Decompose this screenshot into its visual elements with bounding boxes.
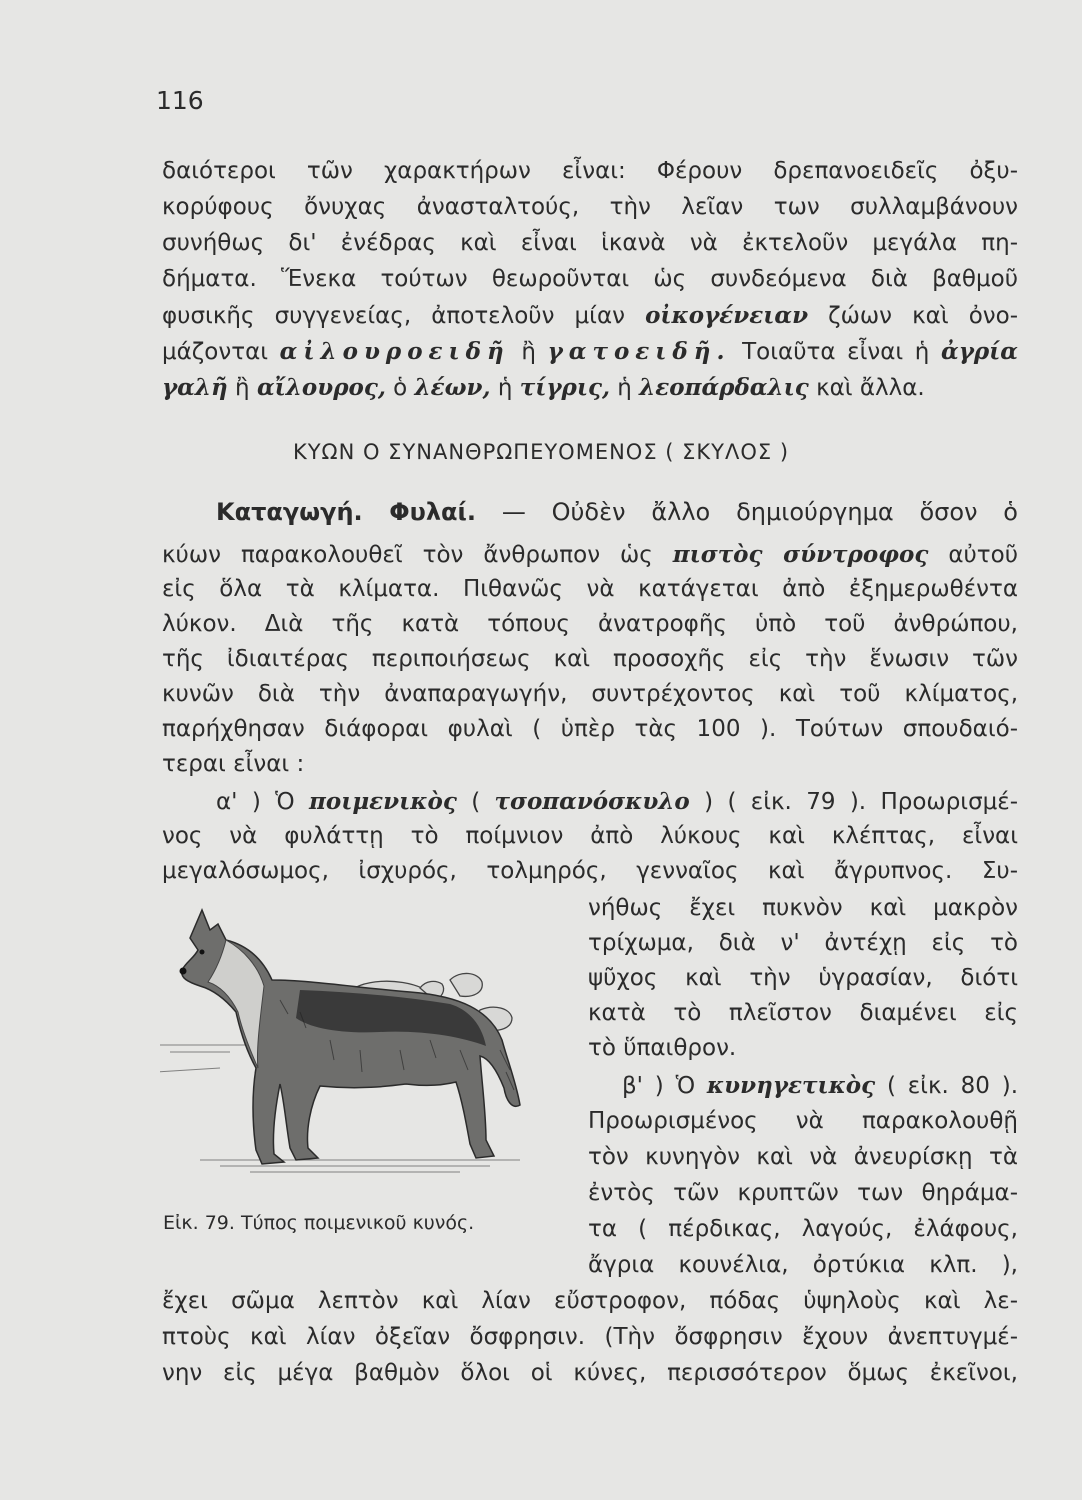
text-line	[162, 376, 925, 400]
emphasized-term: γατοειδῆ.	[547, 338, 731, 365]
text-line: παρήχθησαν διάφοραι φυλαὶ ( ὑπὲρ τὰς 100 ). Τούτων σπουδαιό-	[162, 716, 1018, 742]
text-span: (	[471, 789, 481, 815]
text-line: τεραι εἶναι :	[162, 751, 305, 777]
emphasized-term: πιστὸς σύντροφος	[672, 541, 929, 568]
emphasized-term: οἰκογένειαν	[645, 302, 809, 329]
text-line: τὸν κυνηγὸν καὶ νὰ ἀνευρίσκῃ τὰ	[588, 1144, 1018, 1170]
text-line: δήματα. Ἕνεκα τούτων θεωροῦνται ὡς συνδεόμενα διὰ βαθμοῦ	[162, 266, 1018, 292]
text-span: ὁ	[393, 375, 408, 401]
text-line: τρίχωμα, διὰ ν' ἀντέχῃ εἰς τὸ	[588, 930, 1018, 956]
text-line: συνήθως δι' ἐνέδρας καὶ εἶναι ἱκανὰ νὰ ἐκτελοῦν μεγάλα πη-	[162, 230, 1018, 256]
emphasized-term: τίγρις,	[519, 374, 610, 401]
text-line: τα ( πέρδικας, λαγούς, ἐλάφους,	[588, 1216, 1018, 1242]
page-number: 116	[156, 86, 204, 115]
text-span: καὶ ἄλλα.	[816, 375, 925, 401]
text-line: τῆς ἰδιαιτέρας περιποιήσεως καὶ προσοχῆς εἰς τὴν ἕνωσιν τῶν	[162, 646, 1018, 672]
shepherd-dog-illustration	[160, 900, 580, 1190]
text-line: Προωρισμένος νὰ παρακολουθῇ	[588, 1108, 1018, 1134]
text-span: ) ( εἰκ. 79 ). Προωρισμέ-	[704, 789, 1019, 815]
text-line: ἐντὸς τῶν κρυπτῶν των θηράμα-	[588, 1180, 1018, 1206]
text-line: κορύφους ὄνυχας ἀνασταλτούς, τὴν λεῖαν των συλλαμβάνουν	[162, 194, 1018, 220]
text-line	[216, 500, 1018, 524]
text-line: εἰς ὅλα τὰ κλίματα. Πιθανῶς νὰ κατάγεται ἀπὸ ἐξημερωθέντα	[162, 576, 1018, 602]
text-span: φυσικῆς συγγενείας, ἀποτελοῦν μίαν	[162, 303, 625, 329]
emphasized-term: τσοπανόσκυλο	[494, 788, 690, 815]
text-span: ἡ	[497, 375, 513, 401]
text-line: κατὰ τὸ πλεῖστον διαμένει εἰς	[588, 1000, 1018, 1026]
text-span: β' ) Ὁ	[622, 1073, 696, 1099]
emphasized-term: αἰλουροειδῆ	[279, 338, 510, 365]
text-line	[162, 340, 1018, 364]
text-line: ψῦχος καὶ τὴν ὑγρασίαν, διότι	[588, 965, 1018, 991]
text-line: νος νὰ φυλάττῃ τὸ ποίμνιον ἀπὸ λύκους καὶ κλέπτας, εἶναι	[162, 823, 1018, 849]
text-line: νην εἰς μέγα βαθμὸν ὅλοι οἱ κύνες, περισσότερον ὅμως ἐκεῖνοι,	[162, 1360, 1018, 1386]
emphasized-term: γαλῆ	[162, 374, 228, 401]
figure-caption: Εἰκ. 79. Τύπος ποιμενικοῦ κυνός.	[163, 1212, 475, 1234]
text-span: ζώων καὶ ὀνο-	[828, 303, 1019, 329]
text-span: αὐτοῦ	[948, 542, 1019, 568]
text-line: ἔχει σῶμα λεπτὸν καὶ λίαν εὔστροφον, πόδας ὑψηλοὺς καὶ λε-	[162, 1288, 1018, 1314]
text-span: ἡ	[617, 375, 632, 401]
text-span: — Οὐδὲν ἄλλο δημιούργημα ὅσον ὁ	[501, 498, 1018, 526]
text-span: μάζονται	[162, 339, 269, 365]
text-line: κυνῶν διὰ τὴν ἀναπαραγωγήν, συντρέχοντος καὶ τοῦ κλίματος,	[162, 681, 1018, 707]
text-span: Τοιαῦτα εἶναι ἡ	[742, 339, 930, 365]
text-span: ( εἰκ. 80 ).	[886, 1073, 1019, 1099]
text-line: νήθως ἔχει πυκνὸν καὶ μακρὸν	[588, 895, 1018, 921]
text-span: κύων παρακολουθεῖ τὸν ἄνθρωπον ὡς	[162, 542, 653, 568]
text-line: δαιότεροι τῶν χαρακτήρων εἶναι: Φέρουν δρεπανοειδεῖς ὀξυ-	[162, 158, 1018, 184]
text-span: ἢ	[235, 375, 250, 401]
text-span: ἢ	[521, 339, 536, 365]
text-span: α' ) Ὁ	[216, 789, 295, 815]
text-line	[216, 790, 1018, 814]
text-line: μεγαλόσωμος, ἰσχυρός, τολμηρός, γενναῖος καὶ ἄγρυπνος. Συ-	[162, 858, 1018, 884]
emphasized-term: ποιμενικὸς	[309, 788, 457, 815]
emphasized-term: ἀγρία	[941, 338, 1019, 365]
text-line	[622, 1074, 1018, 1098]
emphasized-term: αἴλουρος,	[256, 374, 386, 401]
section-heading: ΚΥΩΝ Ο ΣΥΝΑΝΘΡΩΠΕΥΟΜΕΝΟΣ ( ΣΚΥΛΟΣ )	[292, 440, 790, 464]
emphasized-term: λεοπάρδαλις	[639, 374, 809, 401]
text-line	[162, 304, 1018, 328]
text-line: ἄγρια κουνέλια, ὀρτύκια κλπ. ),	[588, 1252, 1018, 1278]
text-line: λύκον. Διὰ τῆς κατὰ τόπους ἀνατροφῆς ὑπὸ τοῦ ἀνθρώπου,	[162, 611, 1018, 637]
text-line: τὸ ὕπαιθρον.	[588, 1035, 737, 1061]
run-in-heading: Καταγωγή. Φυλαί.	[216, 498, 476, 526]
emphasized-term: λέων,	[414, 374, 491, 401]
text-line: πτοὺς καὶ λίαν ὀξεῖαν ὄσφρησιν. (Τὴν ὄσφρησιν ἔχουν ἀνεπτυγμέ-	[162, 1324, 1018, 1350]
emphasized-term: κυνηγετικὸς	[706, 1072, 876, 1099]
text-line	[162, 543, 1018, 567]
